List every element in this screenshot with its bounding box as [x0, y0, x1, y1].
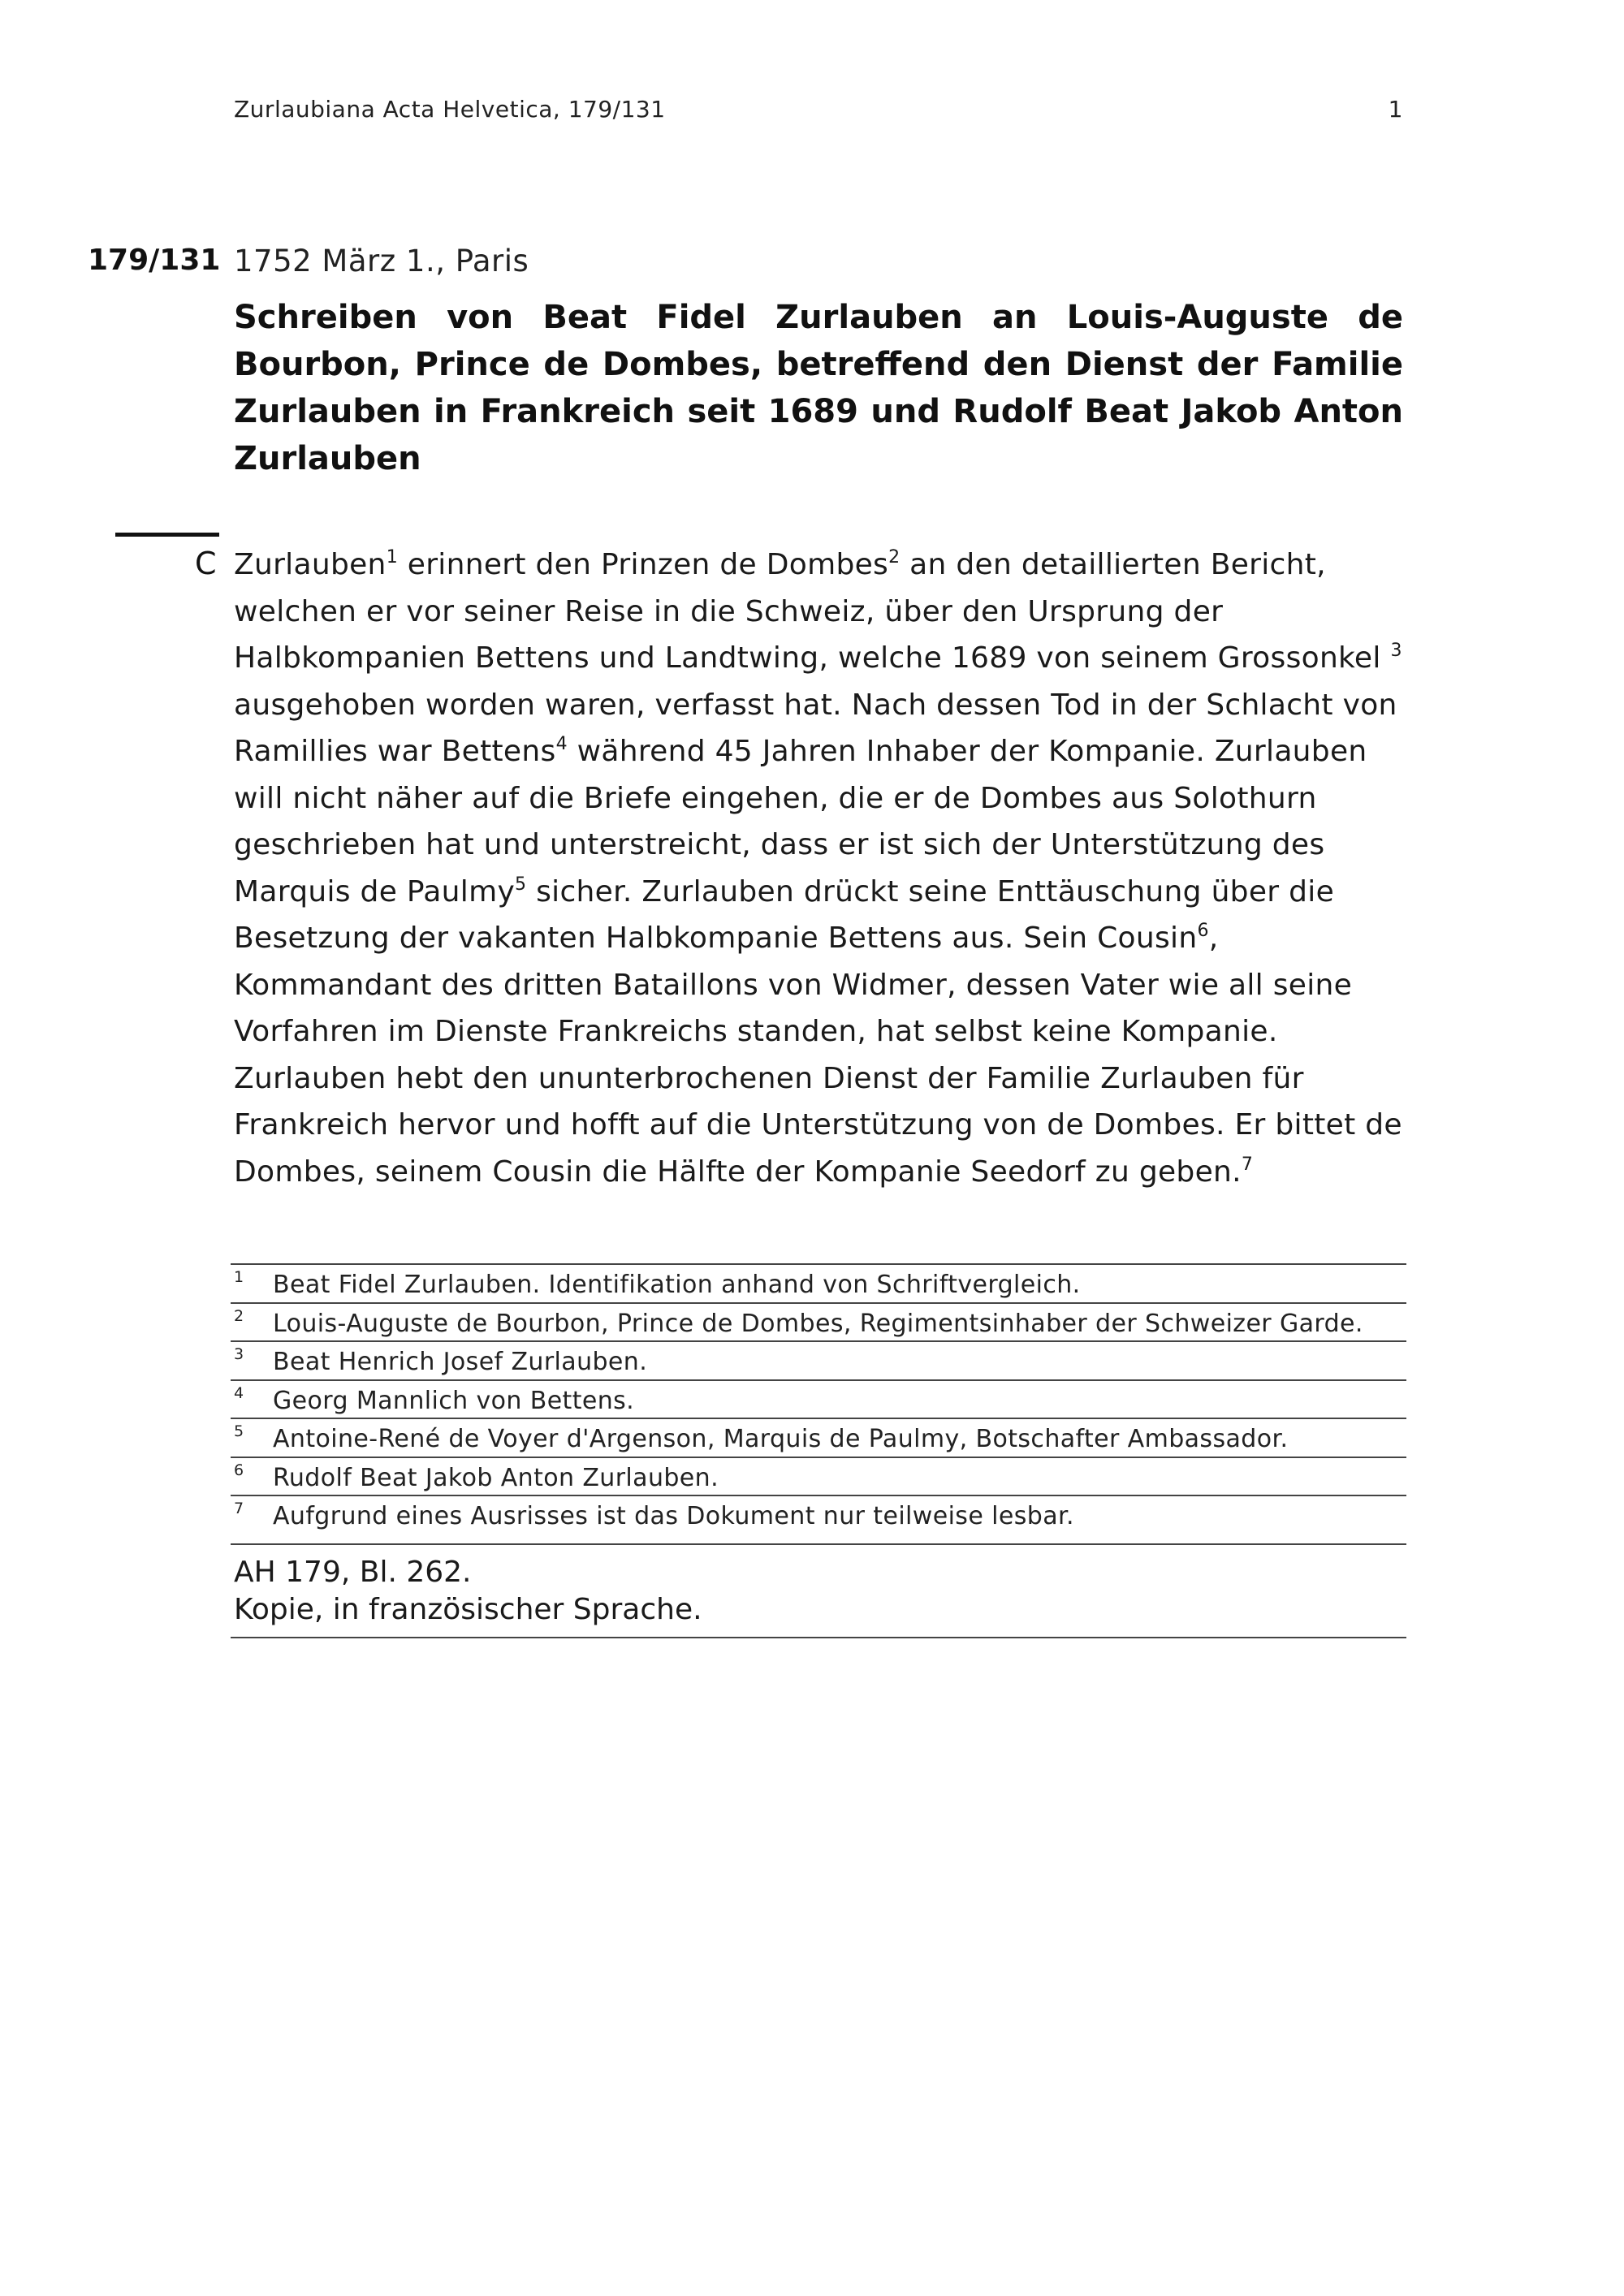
date-place: 1752 März 1., Paris	[234, 244, 529, 278]
body-text-segment: , Kommandant des dritten Bataillons von Widmer, dessen Vater wie all seine Vorfahren im Dienste Frankreichs standen, hat selbst keine Kompanie. Zurlauben hebt den ununterbrochenen Dienst der Familie Zurlauben für Frankreich hervor und hofft auf die Unterstützung von de Dombes. Er bittet de Dombes, seinem Cousin die Hälfte der Kompanie Seedorf zu geben.	[234, 921, 1402, 1189]
footnote-ref[interactable]: 5	[515, 874, 527, 895]
footnote-number: 4	[234, 1383, 244, 1402]
footnote-text: Beat Fidel Zurlauben. Identifikation anhand von Schriftvergleich.	[273, 1271, 1081, 1299]
footnote-text: Beat Henrich Josef Zurlauben.	[273, 1348, 648, 1376]
body-text-segment: während 45 Jahren Inhaber der Kompanie. Zurlauben will nicht näher auf die Briefe eingehen, die er de Dombes aus Solothurn geschrieben hat und unterstreicht, dass er ist sich der Unterstützung des Marquis de Paulmy	[234, 735, 1367, 908]
footnote-ref[interactable]: 7	[1241, 1154, 1254, 1175]
footnote-item	[231, 1496, 1406, 1545]
footnote-text: Georg Mannlich von Bettens.	[273, 1386, 635, 1415]
footnote-text: Aufgrund eines Ausrisses ist das Dokument nur teilweise lesbar.	[273, 1502, 1074, 1530]
regest-text	[234, 542, 1403, 1195]
body-text-segment: erinnert den Prinzen de Dombes	[398, 548, 889, 581]
document-heading: Schreiben von Beat Fidel Zurlauben an Louis-Auguste de Bourbon, Prince de Dombes, betreffend den Dienst der Familie Zurlauben in Frankreich seit 1689 und Rudolf Beat Jakob Anton Zurlauben	[234, 299, 1403, 477]
footnote-number: 1	[234, 1268, 244, 1286]
footnote-text: Rudolf Beat Jakob Anton Zurlauben.	[273, 1463, 719, 1492]
footnote-item	[231, 1342, 1406, 1381]
footnote-item	[231, 1304, 1406, 1343]
footnote-item	[231, 1419, 1406, 1458]
body-text-segment: an den detaillierten Bericht, welchen er vor seiner Reise in die Schweiz, über den Ursprung der Halbkompanien Bettens und Landtwing, welche 1689 von seinem Grossonkel	[234, 548, 1381, 675]
page-number: 1	[1388, 96, 1403, 123]
margin-rule	[115, 533, 219, 537]
footnote-number: 3	[234, 1345, 244, 1363]
footnote-ref[interactable]: 4	[555, 734, 568, 754]
source-note	[231, 1554, 1406, 1638]
document-number: 179/131	[88, 244, 221, 277]
header-title: Zurlaubiana Acta Helvetica, 179/131	[234, 96, 666, 123]
source-reference: AH 179, Bl. 262.	[234, 1556, 472, 1589]
footnote-text: Louis-Auguste de Bourbon, Prince de Dombes, Regimentsinhaber der Schweizer Garde.	[273, 1309, 1363, 1338]
footnote-number: 6	[234, 1461, 244, 1479]
margin-letter: C	[195, 546, 217, 581]
footnote-item	[231, 1381, 1406, 1420]
footnote-number: 2	[234, 1306, 244, 1325]
footnote-ref[interactable]: 6	[1197, 921, 1209, 941]
footnote-number: 7	[234, 1500, 244, 1517]
body-text-segment: Zurlauben	[234, 548, 387, 581]
footnote-ref[interactable]: 1	[386, 547, 398, 568]
body-text-segment: sicher. Zurlauben drückt seine Enttäuschung über die Besetzung der vakanten Halbkompanie Bettens aus. Sein Cousin	[234, 874, 1335, 955]
footnotes-list	[231, 1263, 1406, 1545]
source-description: Kopie, in französischer Sprache.	[234, 1593, 702, 1626]
footnote-ref[interactable]: 3	[1390, 641, 1402, 661]
footnote-item	[231, 1458, 1406, 1497]
footnote-text: Antoine-René de Voyer d'Argenson, Marquis de Paulmy, Botschafter Ambassador.	[273, 1425, 1289, 1453]
footnote-ref[interactable]: 2	[888, 547, 901, 568]
body-text-segment: ausgehoben worden waren, verfasst hat. Nach dessen Tod in der Schlacht von Ramillies war Bettens	[234, 688, 1397, 768]
footnote-number: 5	[234, 1422, 244, 1440]
footnote-item	[231, 1265, 1406, 1304]
